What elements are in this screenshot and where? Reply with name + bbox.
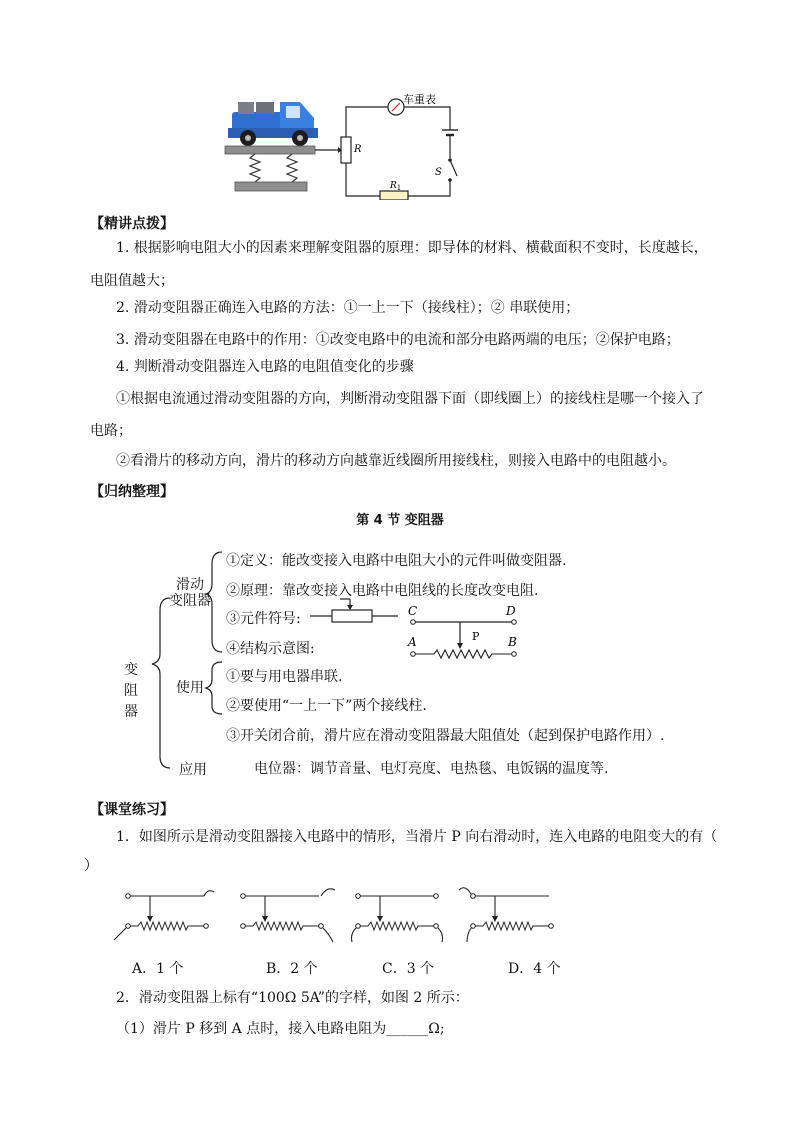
branch-apply: 应用	[179, 762, 207, 778]
jingjiang-point-4: 4. 判断滑动变阻器连入电路的电阻值变化的步骤	[116, 359, 414, 375]
truck-icon	[228, 102, 318, 146]
summary-use-3: ③开关闭合前，滑片应在滑动变阻器最大阻值处（起到保护电路作用）.	[226, 728, 665, 744]
question-2-part-1: （1）滑片 P 移到 A 点时，接入电路电阻为______Ω;	[116, 1021, 445, 1037]
summary-def: ①定义：能改变接入电路中电阻大小的元件叫做变阻器.	[226, 553, 567, 569]
terminal-a-label: A	[408, 635, 417, 649]
question-1-figures	[108, 882, 568, 952]
question-1-cont: ）	[84, 858, 98, 874]
summary-title: 第 4 节 变阻器	[356, 513, 444, 528]
option-c[interactable]: C．3 个	[382, 961, 435, 977]
jingjiang-point-5-cont: 电路；	[90, 423, 132, 439]
weight-meter-label: 车重表	[403, 93, 436, 106]
jingjiang-point-2: 2. 滑动变阻器正确连入电路的方法：①一上一下（接线柱）；② 串联使用；	[116, 300, 580, 316]
spring-left	[250, 154, 260, 182]
rheostat-option-figure-3	[352, 894, 443, 942]
rheostat-option-figure-4	[459, 888, 553, 942]
terminal-d-label: D	[506, 604, 516, 618]
switch-label: S	[435, 167, 442, 178]
question-1: 1．如图所示是滑动变阻器接入电路中的情形，当滑片 P 向右滑动时，连入电路的电阻变大的有（	[116, 829, 718, 845]
branch-use: 使用	[176, 680, 204, 696]
terminal-c-label: C	[408, 604, 418, 618]
rheostat-symbol-icon	[310, 597, 400, 627]
rheostat-r2	[341, 137, 351, 163]
question-2: 2．滑动变阻器上标有“100Ω 5A”的字样，如图 2 所示：	[116, 990, 469, 1006]
branch-slide-line1: 滑动	[176, 577, 204, 593]
section-heading-jingjiang: 【精讲点拨】	[90, 216, 174, 232]
jingjiang-point-5: ①根据电流通过滑动变阻器的方向，判断滑动变阻器下面（即线圈上）的接线柱是哪一个接入了	[116, 391, 704, 407]
summary-use-2: ②要使用“一上一下”两个接线柱.	[226, 698, 427, 714]
scale-base	[235, 182, 307, 191]
summary-symbol: ③元件符号:	[226, 611, 301, 627]
rheostat-structure-diagram	[404, 602, 526, 662]
rheostat-label: R	[354, 144, 362, 155]
jingjiang-point-1-cont: 电阻值越大；	[90, 273, 174, 289]
root-char: 阻	[124, 683, 138, 699]
summary-principle: ②原理：靠改变接入电路中电阻线的长度改变电阻.	[226, 583, 539, 599]
branch-slide-line2: 变阻器	[169, 593, 211, 609]
summary-apply-1: 电位器：调节音量、电灯亮度、电热毯、电饭锅的温度等.	[254, 761, 609, 777]
scale-platform	[225, 146, 315, 154]
switch-icon	[448, 158, 457, 182]
option-d[interactable]: D．4 个	[508, 961, 561, 977]
truck-scale-circuit-figure	[220, 90, 470, 200]
slider-p-label: P	[472, 630, 480, 643]
resistor-label: $R_1$	[390, 181, 402, 192]
summary-structure: ④结构示意图:	[226, 641, 315, 657]
jingjiang-point-3: 3. 滑动变阻器在电路中的作用：①改变电路中的电流和部分电路两端的电压；②保护电路；	[116, 332, 680, 348]
root-char: 器	[124, 704, 138, 720]
battery-icon	[442, 130, 458, 135]
terminal-b-label: B	[508, 635, 517, 649]
rheostat-option-figure-1	[114, 891, 214, 940]
jingjiang-point-6: ②看滑片的移动方向，滑片的移动方向越靠近线圈所用接线柱，则接入电路中的电阻越小。	[116, 453, 676, 469]
section-heading-guina: 【归纳整理】	[90, 484, 174, 500]
root-char: 变	[124, 662, 138, 678]
summary-use-1: ①要与用电器串联.	[226, 669, 343, 685]
option-a[interactable]: A．1 个	[132, 961, 184, 977]
section-heading-ketang: 【课堂练习】	[90, 802, 174, 818]
option-b[interactable]: B．2 个	[266, 961, 318, 977]
resistor-r1	[380, 191, 408, 200]
jingjiang-point-1: 1. 根据影响电阻大小的因素来理解变阻器的原理：即导体的材料、横截面积不变时，长度越长，	[116, 240, 708, 256]
spring-right	[287, 154, 297, 182]
rheostat-option-figure-2	[241, 889, 335, 942]
summary-root	[124, 660, 144, 723]
